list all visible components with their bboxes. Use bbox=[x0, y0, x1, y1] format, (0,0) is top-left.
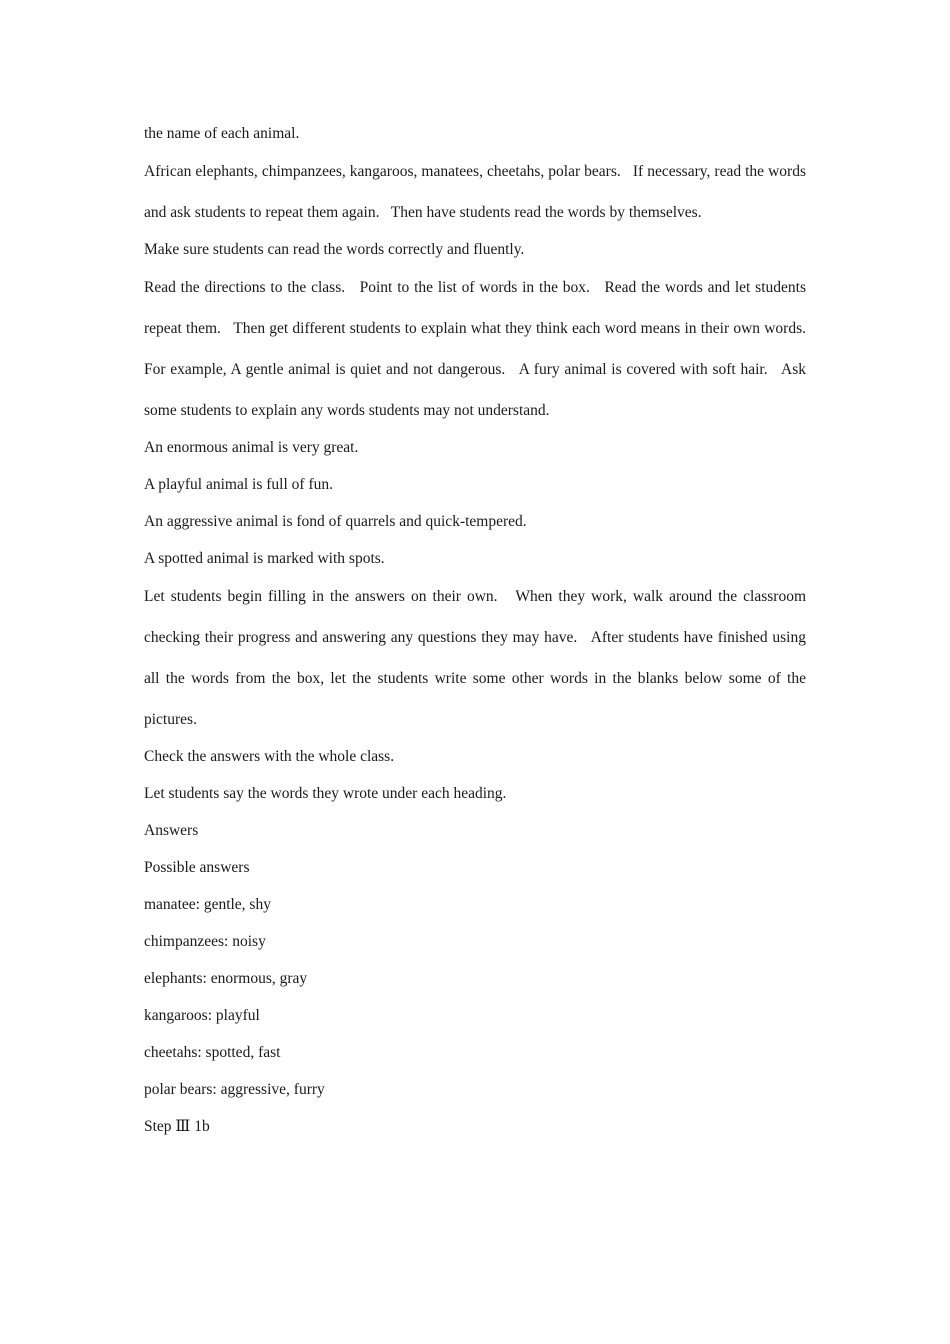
answer-line: kangaroos: playful bbox=[144, 1007, 260, 1024]
paragraph: Let students begin filling in the answers on their own. When they work, walk around the classroom checking their progress and answering any questions they may have. After students have finished using all the words from the box, let the students write some other words in the blanks below some of the pictures. bbox=[144, 588, 810, 728]
possible-answers-heading: Possible answers bbox=[144, 859, 250, 876]
step-heading: Step Ⅲ 1b bbox=[144, 1118, 210, 1135]
paragraph: An enormous animal is very great. bbox=[144, 439, 359, 456]
answer-line: polar bears: aggressive, furry bbox=[144, 1081, 325, 1098]
paragraph: Check the answers with the whole class. bbox=[144, 748, 395, 765]
paragraph: the name of each animal. bbox=[144, 125, 300, 142]
paragraph: A playful animal is full of fun. bbox=[144, 476, 333, 493]
paragraph: African elephants, chimpanzees, kangaroos, manatees, cheetahs, polar bears. If necessary, read the words and ask students to repeat them again. Then have students read the words by themselves. bbox=[144, 163, 810, 221]
document-body bbox=[144, 123, 818, 1153]
paragraph: A spotted animal is marked with spots. bbox=[144, 550, 385, 567]
answer-line: chimpanzees: noisy bbox=[144, 933, 266, 950]
paragraph: Make sure students can read the words correctly and fluently. bbox=[144, 241, 525, 258]
paragraph: Read the directions to the class. Point to the list of words in the box. Read the words and let students repeat them. Then get different students to explain what they think each word means in their own words. For example, A gentle animal is quiet and not dangerous. A fury animal is covered with soft hair. Ask some students to explain any words students may not understand. bbox=[144, 279, 818, 419]
answer-line: elephants: enormous, gray bbox=[144, 970, 308, 987]
answer-line: cheetahs: spotted, fast bbox=[144, 1044, 281, 1061]
answers-heading: Answers bbox=[144, 822, 199, 839]
paragraph: An aggressive animal is fond of quarrels and quick-tempered. bbox=[144, 513, 527, 530]
paragraph: Let students say the words they wrote under each heading. bbox=[144, 785, 507, 802]
answer-line: manatee: gentle, shy bbox=[144, 896, 271, 913]
